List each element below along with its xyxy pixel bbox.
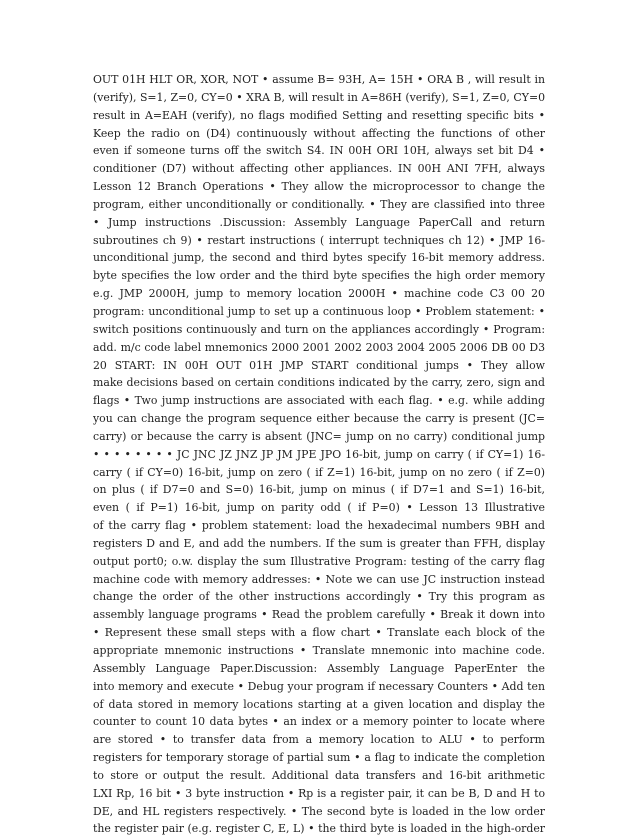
text-line: machine code with memory addresses: • Note we can use JC instruction instead: [93, 572, 545, 586]
text-line: even if someone turns off the switch S4. IN 00H ORI 10H, always set bit D4 •: [93, 144, 545, 158]
text-line: are stored • to transfer data from a memory location to ALU • to perform: [93, 733, 545, 747]
text-line: • Represent these small steps with a flow chart • Translate each block of the: [93, 626, 545, 640]
text-line: of the carry flag • problem statement: load the hexadecimal numbers 9BH and: [93, 519, 545, 533]
body-text: [93, 71, 545, 838]
text-line: program, either unconditionally or conditionally. • They are classified into three: [93, 197, 545, 211]
text-line: on plus ( if D7=0 and S=0) 16-bit, jump on minus ( if D7=1 and S=1) 16-bit,: [93, 483, 545, 497]
text-line: e.g. JMP 2000H, jump to memory location 2000H • machine code C3 00 20: [93, 287, 545, 301]
text-line: unconditional jump, the second and third bytes specify 16-bit memory address.: [93, 251, 545, 265]
text-line: you can change the program sequence either because the carry is present (JC=: [93, 412, 545, 426]
text-line: into memory and execute • Debug your program if necessary Counters • Add ten: [93, 679, 545, 693]
text-line: even ( if P=1) 16-bit, jump on parity odd ( if P=0) • Lesson 13 Illustrative: [93, 501, 545, 515]
text-line: appropriate mnemonic instructions • Translate mnemonic into machine code.: [93, 644, 545, 657]
text-line: switch positions continuously and turn on the appliances accordingly • Program:: [93, 322, 545, 336]
text-line: • • • • • • • • JC JNC JZ JNZ JP JM JPE JPO 16-bit, jump on carry ( if CY=1) 16-: [93, 447, 545, 461]
text-line: Keep the radio on (D4) continuously without affecting the functions of other: [93, 126, 545, 140]
text-line: (verify), S=1, Z=0, CY=0 • XRA B, will result in A=86H (verify), S=1, Z=0, CY=0: [93, 90, 545, 104]
text-line: result in A=EAH (verify), no flags modified Setting and resetting specific bits •: [93, 108, 545, 122]
text-line: conditioner (D7) without affecting other appliances. IN 00H ANI 7FH, always: [93, 162, 545, 176]
text-line: byte specifies the low order and the third byte specifies the high order memory: [93, 269, 545, 283]
text-line: counter to count 10 data bytes • an index or a memory pointer to locate where: [93, 715, 545, 729]
text-line: registers for temporary storage of partial sum • a flag to indicate the completion: [93, 751, 545, 765]
text-line: DE, and HL registers respectively. • The second byte is loaded in the low order: [93, 804, 545, 818]
text-line: OUT 01H HLT OR, XOR, NOT • assume B= 93H, A= 15H • ORA B , will result in: [93, 73, 545, 86]
text-line: Assembly Language Paper.Discussion: Assembly Language PaperEnter the: [93, 661, 545, 675]
text-line: carry ( if CY=0) 16-bit, jump on zero ( if Z=1) 16-bit, jump on no zero ( if Z=0): [93, 465, 545, 479]
text-line: assembly language programs • Read the problem carefully • Break it down into: [93, 608, 545, 622]
text-line: 20 START: IN 00H OUT 01H JMP START conditional jumps • They allow: [93, 358, 545, 372]
text-line: make decisions based on certain conditions indicated by the carry, zero, sign and: [93, 376, 545, 390]
text-line: to store or output the result. Additional data transfers and 16-bit arithmetic: [93, 768, 545, 782]
text-line: carry) or because the carry is absent (JNC= jump on no carry) conditional jump: [93, 429, 545, 443]
text-line: Lesson 12 Branch Operations • They allow the microprocessor to change the: [93, 180, 545, 194]
text-line: add. m/c code label mnemonics 2000 2001 2002 2003 2004 2005 2006 DB 00 D3: [93, 340, 545, 354]
text-line: the register pair (e.g. register C, E, L) • the third byte is loaded in the high-order: [93, 822, 545, 836]
text-line: change the order of the other instructions accordingly • Try this program as: [93, 590, 545, 604]
text-line: • Jump instructions .Discussion: Assembly Language PaperCall and return: [93, 215, 545, 229]
text-line: output port0; o.w. display the sum Illustrative Program: testing of the carry flag: [93, 554, 545, 568]
text-line: of data stored in memory locations starting at a given location and display the: [93, 697, 545, 711]
text-line: registers D and E, and add the numbers. If the sum is greater than FFH, display: [93, 536, 545, 550]
text-line: flags • Two jump instructions are associated with each flag. • e.g. while adding: [93, 394, 545, 408]
text-line: subroutines ch 9) • restart instructions ( interrupt techniques ch 12) • JMP 16-: [93, 233, 545, 247]
text-line: program: unconditional jump to set up a continuous loop • Problem statement: •: [93, 304, 545, 318]
text-line: LXI Rp, 16 bit • 3 byte instruction • Rp is a register pair, it can be B, D and H to: [93, 786, 545, 800]
